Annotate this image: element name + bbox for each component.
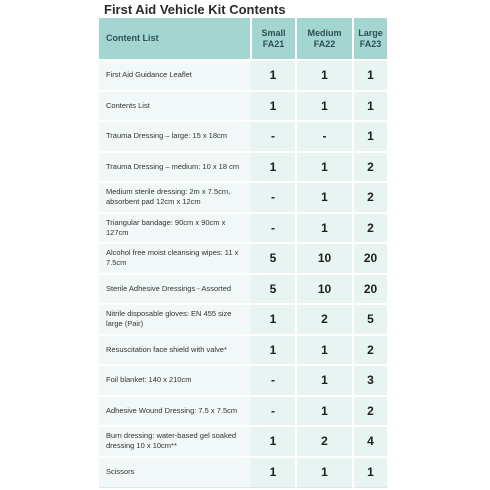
qty-large: 1 (353, 121, 387, 152)
qty-large: 2 (353, 152, 387, 183)
table-row (99, 304, 387, 335)
column-header-medium-label: Medium (307, 27, 342, 38)
qty-small: - (251, 365, 296, 396)
qty-large: 2 (353, 396, 387, 427)
qty-medium: 1 (296, 365, 353, 396)
qty-medium: 10 (296, 274, 353, 305)
table-row (99, 121, 387, 152)
column-header-medium-code: FA22 (313, 38, 336, 49)
item-name: Adhesive Wound Dressing: 7.5 x 7.5cm (99, 396, 251, 427)
table-header-row (99, 18, 387, 60)
qty-large: 3 (353, 365, 387, 396)
qty-medium: 1 (296, 213, 353, 244)
qty-large: 5 (353, 304, 387, 335)
qty-large: 1 (353, 60, 387, 91)
qty-small: - (251, 213, 296, 244)
item-name: Foil blanket: 140 x 210cm (99, 365, 251, 396)
qty-small: 5 (251, 243, 296, 274)
item-name: Triangular bandage: 90cm x 90cm x 127cm (99, 213, 251, 244)
qty-medium: 1 (296, 91, 353, 122)
qty-small: 1 (251, 91, 296, 122)
column-header-large (353, 18, 387, 60)
item-name: Burn dressing: water-based gel soaked dressing 10 x 10cm** (99, 426, 251, 457)
table-row (99, 152, 387, 183)
qty-small: - (251, 121, 296, 152)
qty-small: - (251, 396, 296, 427)
page-title: First Aid Vehicle Kit Contents (104, 2, 286, 17)
qty-medium: 2 (296, 304, 353, 335)
qty-small: 1 (251, 457, 296, 488)
qty-medium: 1 (296, 396, 353, 427)
qty-small: 1 (251, 60, 296, 91)
table-row (99, 396, 387, 427)
qty-medium: 1 (296, 457, 353, 488)
qty-large: 1 (353, 457, 387, 488)
table-row (99, 457, 387, 488)
qty-medium: 1 (296, 335, 353, 366)
item-name: Sterile Adhesive Dressings - Assorted (99, 274, 251, 305)
qty-medium: 1 (296, 182, 353, 213)
qty-medium: 1 (296, 152, 353, 183)
qty-large: 2 (353, 182, 387, 213)
kit-contents-table (99, 18, 387, 488)
column-header-small (251, 18, 296, 60)
item-name: Scissors (99, 457, 251, 488)
qty-small: 1 (251, 152, 296, 183)
qty-medium: 10 (296, 243, 353, 274)
column-header-medium (296, 18, 353, 60)
qty-large: 20 (353, 243, 387, 274)
qty-large: 2 (353, 335, 387, 366)
qty-medium: 2 (296, 426, 353, 457)
qty-large: 1 (353, 91, 387, 122)
item-name: Nitrile disposable gloves: EN 455 size large (Pair) (99, 304, 251, 335)
qty-small: - (251, 182, 296, 213)
qty-small: 1 (251, 426, 296, 457)
table-row (99, 365, 387, 396)
table-row (99, 274, 387, 305)
column-header-large-code: FA23 (359, 38, 382, 49)
qty-medium: - (296, 121, 353, 152)
table-row (99, 335, 387, 366)
qty-small: 1 (251, 335, 296, 366)
item-name: Medium sterile dressing: 2m x 7.5cm, absorbent pad 12cm x 12cm (99, 182, 251, 213)
qty-large: 2 (353, 213, 387, 244)
table-row (99, 426, 387, 457)
table-row (99, 60, 387, 91)
item-name: Alcohol free moist cleansing wipes: 11 x 7.5cm (99, 243, 251, 274)
column-header-content-list: Content List (99, 18, 251, 60)
item-name: Contents List (99, 91, 251, 122)
column-header-small-code: FA21 (262, 38, 285, 49)
qty-small: 5 (251, 274, 296, 305)
qty-large: 20 (353, 274, 387, 305)
table-row (99, 243, 387, 274)
column-header-small-label: Small (261, 27, 286, 38)
column-header-large-label: Large (358, 27, 383, 38)
table-row (99, 182, 387, 213)
qty-small: 1 (251, 304, 296, 335)
item-name: Trauma Dressing – medium: 10 x 18 cm (99, 152, 251, 183)
qty-medium: 1 (296, 60, 353, 91)
table-row (99, 91, 387, 122)
table-row (99, 213, 387, 244)
item-name: First Aid Guidance Leaflet (99, 60, 251, 91)
qty-large: 4 (353, 426, 387, 457)
item-name: Trauma Dressing – large: 15 x 18cm (99, 121, 251, 152)
table-body (99, 60, 387, 487)
item-name: Resuscitation face shield with valve* (99, 335, 251, 366)
